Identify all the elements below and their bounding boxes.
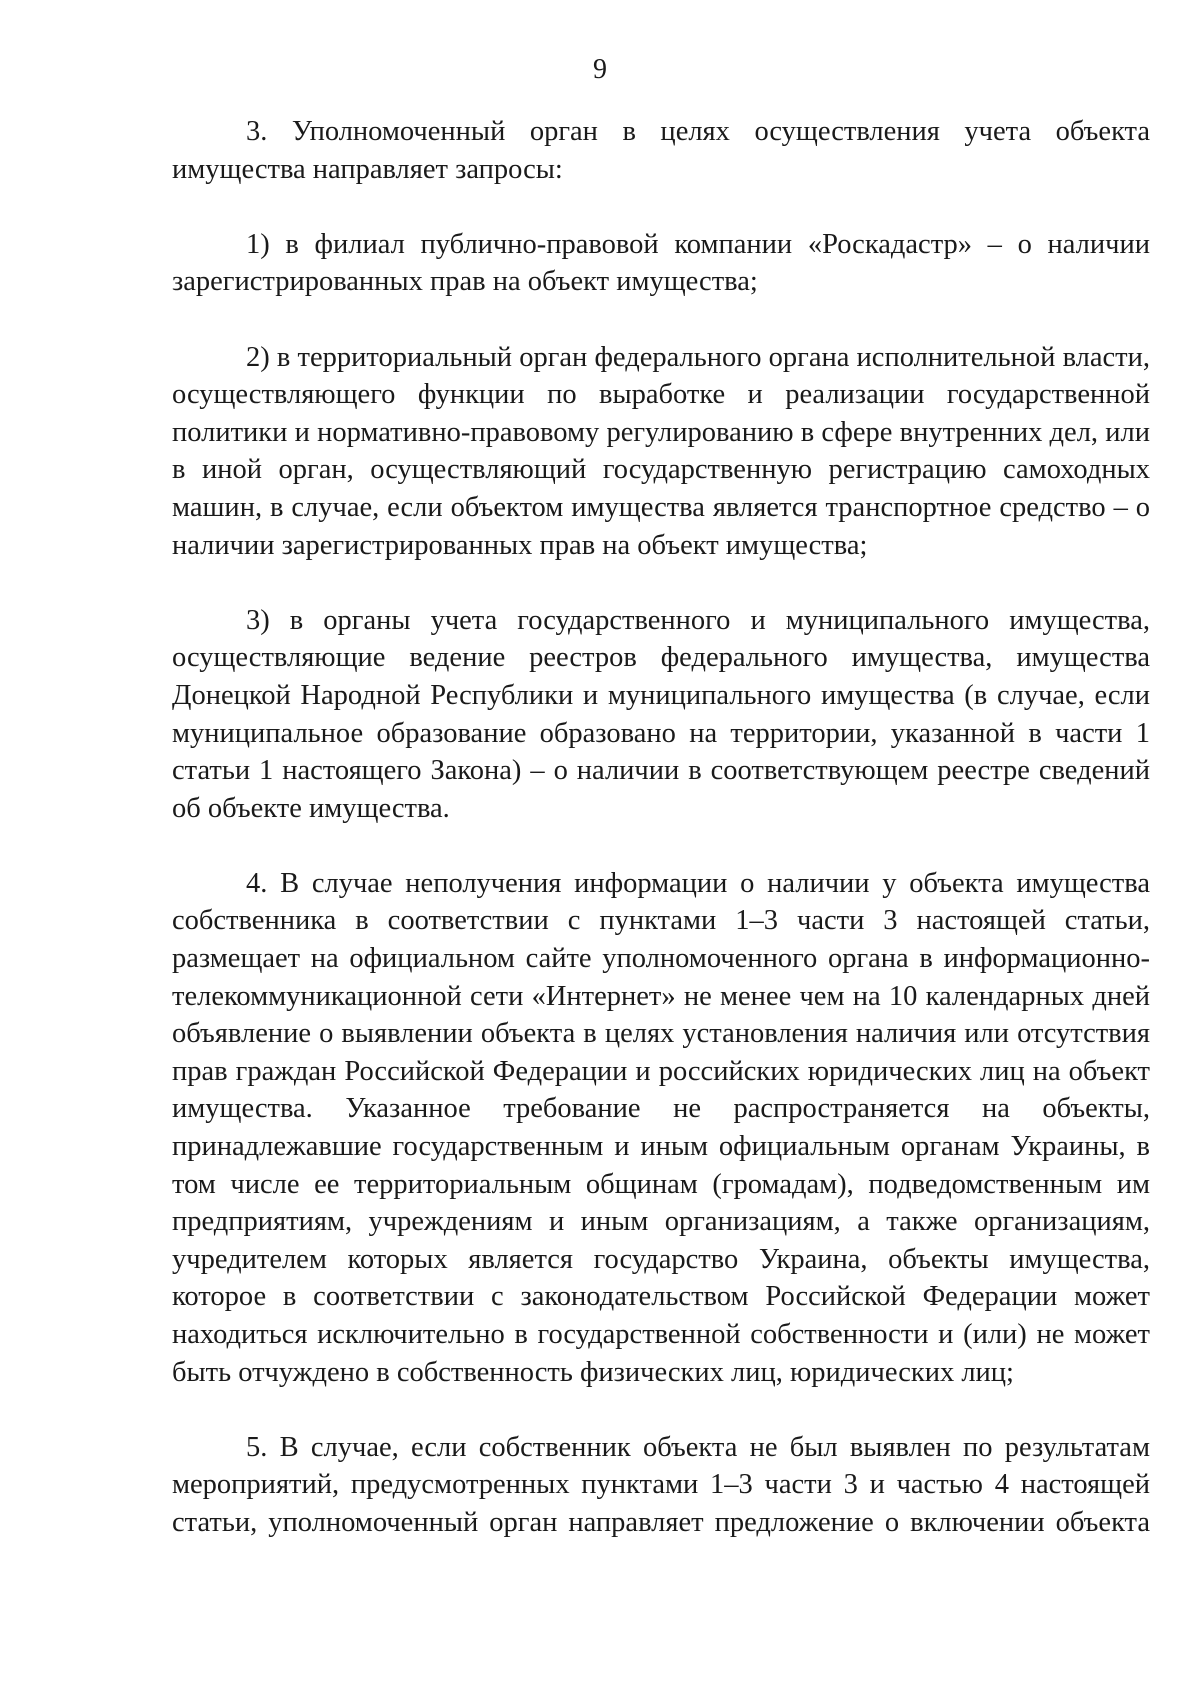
page-number: 9 xyxy=(593,54,607,85)
paragraph-5: 5. В случае, если собственник объекта не был выявлен по результатам мероприятий, предусмотренных пунктами 1–3 части 3 и частью 4 настоящей статьи, уполномоченный орган направляет предложение о включении объекта xyxy=(172,1431,1150,1538)
paragraph-4: 4. В случае неполучения информации о наличии у объекта имущества собственника в соответствии с пунктами 1–3 части 3 настоящей статьи, размещает на официальном сайте уполномоченного органа в информационно-телекоммуникационной сети «Интернет» не менее чем на 10 календарных дней объявление о выявлении объекта в целях установления наличия или отсутствия прав граждан Российской Федерации и российских юридических лиц на объект имущества. Указанное требование не распространяется на объекты, принадлежавшие государственным и иным официальным органам Украины, в том числе ее территориальным общинам (громадам), подведомственным им предприятиям, учреждениям и иным организациям, а также организациям, учредителем которых является государство Украина, объекты имущества, которое в соответствии с законодательством Российской Федерации может находиться исключительно в государственной собственности и (или) не может быть отчуждено в собственность физических лиц, юридических лиц; xyxy=(172,867,1150,1388)
document-body xyxy=(172,113,1150,1542)
paragraph-3-item-1: 1) в филиал публично-правовой компании «Роскадастр» – о наличии зарегистрированных прав на объект имущества; xyxy=(172,228,1150,298)
paragraph-3-item-2: 2) в территориальный орган федерального органа исполнительной власти, осуществляющего функции по выработке и реализации государственной политики и нормативно-правовому регулированию в сфере внутренних дел, или в иной орган, осуществляющий государственную регистрацию самоходных машин, в случае, если объектом имущества является транспортное средство – о наличии зарегистрированных прав на объект имущества; xyxy=(172,341,1150,561)
paragraph-3-item-3: 3) в органы учета государственного и муниципального имущества, осуществляющие ведение реестров федерального имущества, имущества Донецкой Народной Республики и муниципального имущества (в случае, если муниципальное образование образовано на территории, указанной в части 1 статьи 1 настоящего Закона) – о наличии в соответствующем реестре сведений об объекте имущества. xyxy=(172,604,1150,824)
paragraph-3: 3. Уполномоченный орган в целях осуществления учета объекта имущества направляет запросы: xyxy=(172,116,1150,185)
